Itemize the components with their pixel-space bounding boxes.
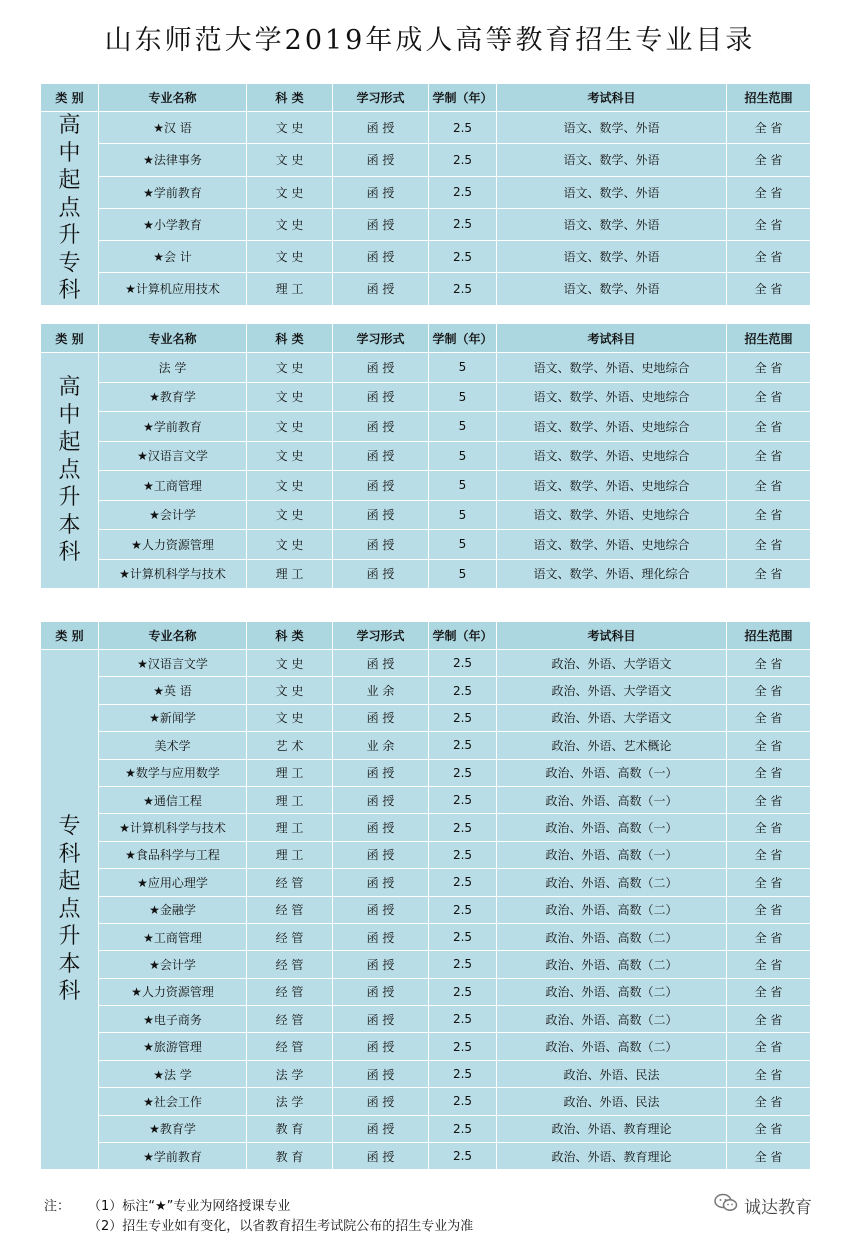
enroll-scope-cell: 全 省 (727, 677, 811, 704)
major-name-cell: ★计算机科学与技术 (99, 559, 247, 589)
study-form-cell: 函 授 (333, 530, 429, 560)
table-row (41, 1088, 811, 1115)
exam-subjects-cell: 语文、数学、外语 (497, 176, 727, 208)
study-form-cell: 函 授 (333, 144, 429, 176)
table-row (41, 896, 811, 923)
study-form-cell: 函 授 (333, 273, 429, 305)
table-row (41, 559, 811, 589)
study-form-cell: 函 授 (333, 382, 429, 412)
duration-cell: 2.5 (429, 704, 497, 731)
enroll-scope-cell: 全 省 (727, 382, 811, 412)
enroll-scope-cell: 全 省 (727, 650, 811, 677)
major-name-cell: ★会计学 (99, 951, 247, 978)
major-name-cell: ★计算机科学与技术 (99, 814, 247, 841)
table-row (41, 650, 811, 677)
exam-subjects-cell: 政治、外语、高数（二） (497, 923, 727, 950)
exam-subjects-cell: 政治、外语、大学语文 (497, 677, 727, 704)
notes (44, 1197, 473, 1237)
header-cell: 科 类 (247, 622, 333, 650)
header-cell: 学制（年） (429, 622, 497, 650)
exam-subjects-cell: 语文、数学、外语、理化综合 (497, 559, 727, 589)
study-form-cell: 函 授 (333, 869, 429, 896)
major-name-cell: ★汉 语 (99, 112, 247, 144)
subject-type-cell: 经 管 (247, 1033, 333, 1060)
enroll-scope-cell: 全 省 (727, 814, 811, 841)
major-name-cell: ★人力资源管理 (99, 978, 247, 1005)
subject-type-cell: 经 管 (247, 869, 333, 896)
exam-subjects-cell: 语文、数学、外语、史地综合 (497, 530, 727, 560)
enroll-scope-cell: 全 省 (727, 1115, 811, 1142)
header-cell: 考试科目 (497, 324, 727, 353)
table-row (41, 112, 811, 144)
subject-type-cell: 文 史 (247, 176, 333, 208)
exam-subjects-cell: 语文、数学、外语、史地综合 (497, 500, 727, 530)
major-name-cell: ★数学与应用数学 (99, 759, 247, 786)
table-row (41, 677, 811, 704)
table-row (41, 978, 811, 1005)
enroll-scope-cell: 全 省 (727, 441, 811, 471)
category-label: 专 科 起 点 升 本 科 (41, 650, 99, 1170)
major-name-cell: ★法 学 (99, 1060, 247, 1087)
header-cell: 学习形式 (333, 84, 429, 112)
enroll-scope-cell: 全 省 (727, 951, 811, 978)
table-row (41, 353, 811, 383)
study-form-cell: 函 授 (333, 412, 429, 442)
study-form-cell: 函 授 (333, 978, 429, 1005)
header-cell: 考试科目 (497, 84, 727, 112)
exam-subjects-cell: 语文、数学、外语、史地综合 (497, 412, 727, 442)
subject-type-cell: 理 工 (247, 814, 333, 841)
exam-subjects-cell: 政治、外语、高数（一） (497, 786, 727, 813)
exam-subjects-cell: 语文、数学、外语、史地综合 (497, 382, 727, 412)
duration-cell: 2.5 (429, 841, 497, 868)
enroll-scope-cell: 全 省 (727, 208, 811, 240)
exam-subjects-cell: 政治、外语、高数（二） (497, 1033, 727, 1060)
exam-subjects-cell: 语文、数学、外语 (497, 241, 727, 273)
duration-cell: 2.5 (429, 951, 497, 978)
major-name-cell: ★金融学 (99, 896, 247, 923)
subject-type-cell: 经 管 (247, 1006, 333, 1033)
subject-type-cell: 理 工 (247, 759, 333, 786)
enroll-scope-cell: 全 省 (727, 923, 811, 950)
study-form-cell: 函 授 (333, 759, 429, 786)
major-name-cell: ★小学教育 (99, 208, 247, 240)
exam-subjects-cell: 政治、外语、教育理论 (497, 1115, 727, 1142)
study-form-cell: 函 授 (333, 923, 429, 950)
duration-cell: 2.5 (429, 677, 497, 704)
major-name-cell: ★学前教育 (99, 1143, 247, 1170)
subject-type-cell: 教 育 (247, 1143, 333, 1170)
header-cell: 科 类 (247, 84, 333, 112)
table-row (41, 704, 811, 731)
duration-cell: 2.5 (429, 1060, 497, 1087)
subject-type-cell: 文 史 (247, 500, 333, 530)
enroll-scope-cell: 全 省 (727, 273, 811, 305)
table-row (41, 1143, 811, 1170)
study-form-cell: 函 授 (333, 1033, 429, 1060)
exam-subjects-cell: 政治、外语、高数（一） (497, 841, 727, 868)
duration-cell: 2.5 (429, 814, 497, 841)
study-form-cell: 业 余 (333, 732, 429, 759)
duration-cell: 2.5 (429, 1143, 497, 1170)
header-cell: 专业名称 (99, 84, 247, 112)
header-cell: 专业名称 (99, 622, 247, 650)
enroll-scope-cell: 全 省 (727, 353, 811, 383)
major-name-cell: ★汉语言文学 (99, 650, 247, 677)
exam-subjects-cell: 政治、外语、大学语文 (497, 704, 727, 731)
study-form-cell: 函 授 (333, 786, 429, 813)
study-form-cell: 函 授 (333, 1006, 429, 1033)
subject-type-cell: 法 学 (247, 1088, 333, 1115)
subject-type-cell: 法 学 (247, 1060, 333, 1087)
exam-subjects-cell: 政治、外语、艺术概论 (497, 732, 727, 759)
subject-type-cell: 经 管 (247, 978, 333, 1005)
duration-cell: 2.5 (429, 1088, 497, 1115)
study-form-cell: 函 授 (333, 1115, 429, 1142)
table-header-row (41, 84, 811, 112)
duration-cell: 2.5 (429, 978, 497, 1005)
subject-type-cell: 文 史 (247, 382, 333, 412)
exam-subjects-cell: 政治、外语、民法 (497, 1060, 727, 1087)
major-name-cell: ★人力资源管理 (99, 530, 247, 560)
subject-type-cell: 理 工 (247, 841, 333, 868)
duration-cell: 2.5 (429, 176, 497, 208)
exam-subjects-cell: 语文、数学、外语 (497, 208, 727, 240)
major-name-cell: 法 学 (99, 353, 247, 383)
header-cell: 类 别 (41, 622, 99, 650)
subject-type-cell: 经 管 (247, 896, 333, 923)
study-form-cell: 函 授 (333, 441, 429, 471)
subject-type-cell: 文 史 (247, 650, 333, 677)
study-form-cell: 函 授 (333, 353, 429, 383)
enroll-scope-cell: 全 省 (727, 759, 811, 786)
header-cell: 招生范围 (727, 324, 811, 353)
duration-cell: 2.5 (429, 208, 497, 240)
subject-type-cell: 艺 术 (247, 732, 333, 759)
header-cell: 科 类 (247, 324, 333, 353)
table-row (41, 382, 811, 412)
subject-type-cell: 理 工 (247, 786, 333, 813)
exam-subjects-cell: 语文、数学、外语 (497, 112, 727, 144)
duration-cell: 2.5 (429, 923, 497, 950)
duration-cell: 5 (429, 412, 497, 442)
study-form-cell: 函 授 (333, 841, 429, 868)
exam-subjects-cell: 语文、数学、外语 (497, 273, 727, 305)
enroll-scope-cell: 全 省 (727, 1060, 811, 1087)
table-row (41, 1115, 811, 1142)
duration-cell: 2.5 (429, 869, 497, 896)
exam-subjects-cell: 政治、外语、高数（二） (497, 951, 727, 978)
subject-type-cell: 文 史 (247, 353, 333, 383)
table-row (41, 786, 811, 813)
study-form-cell: 函 授 (333, 814, 429, 841)
duration-cell: 2.5 (429, 759, 497, 786)
enroll-scope-cell: 全 省 (727, 1006, 811, 1033)
table-row (41, 759, 811, 786)
table-row (41, 241, 811, 273)
duration-cell: 5 (429, 500, 497, 530)
catalog-table-1 (40, 83, 811, 306)
major-name-cell: ★法律事务 (99, 144, 247, 176)
duration-cell: 5 (429, 441, 497, 471)
table-row (41, 923, 811, 950)
major-name-cell: ★学前教育 (99, 176, 247, 208)
enroll-scope-cell: 全 省 (727, 530, 811, 560)
header-cell: 学习形式 (333, 622, 429, 650)
note-item-1: （1）标注“★”专业为网络授课专业 (88, 1199, 291, 1214)
duration-cell: 2.5 (429, 650, 497, 677)
study-form-cell: 函 授 (333, 1143, 429, 1170)
table-row (41, 176, 811, 208)
exam-subjects-cell: 政治、外语、高数（一） (497, 814, 727, 841)
major-name-cell: ★工商管理 (99, 923, 247, 950)
table-row (41, 1060, 811, 1087)
table-row (41, 951, 811, 978)
enroll-scope-cell: 全 省 (727, 1088, 811, 1115)
enroll-scope-cell: 全 省 (727, 732, 811, 759)
duration-cell: 2.5 (429, 273, 497, 305)
table-row (41, 1006, 811, 1033)
study-form-cell: 函 授 (333, 500, 429, 530)
duration-cell: 2.5 (429, 1033, 497, 1060)
enroll-scope-cell: 全 省 (727, 1033, 811, 1060)
duration-cell: 2.5 (429, 1115, 497, 1142)
exam-subjects-cell: 政治、外语、高数（二） (497, 1006, 727, 1033)
table-row (41, 412, 811, 442)
subject-type-cell: 文 史 (247, 208, 333, 240)
duration-cell: 2.5 (429, 112, 497, 144)
enroll-scope-cell: 全 省 (727, 241, 811, 273)
enroll-scope-cell: 全 省 (727, 176, 811, 208)
duration-cell: 2.5 (429, 896, 497, 923)
header-cell: 专业名称 (99, 324, 247, 353)
header-cell: 学制（年） (429, 324, 497, 353)
table-row (41, 1033, 811, 1060)
duration-cell: 5 (429, 530, 497, 560)
subject-type-cell: 文 史 (247, 144, 333, 176)
enroll-scope-cell: 全 省 (727, 1143, 811, 1170)
duration-cell: 5 (429, 559, 497, 589)
duration-cell: 5 (429, 471, 497, 501)
category-label: 高 中 起 点 升 本 科 (41, 353, 99, 589)
table-row (41, 471, 811, 501)
study-form-cell: 函 授 (333, 176, 429, 208)
exam-subjects-cell: 政治、外语、高数（一） (497, 759, 727, 786)
study-form-cell: 函 授 (333, 208, 429, 240)
exam-subjects-cell: 政治、外语、大学语文 (497, 650, 727, 677)
exam-subjects-cell: 语文、数学、外语、史地综合 (497, 471, 727, 501)
study-form-cell: 函 授 (333, 1060, 429, 1087)
duration-cell: 2.5 (429, 144, 497, 176)
table-row (41, 814, 811, 841)
duration-cell: 2.5 (429, 1006, 497, 1033)
subject-type-cell: 文 史 (247, 241, 333, 273)
enroll-scope-cell: 全 省 (727, 500, 811, 530)
brand-text: 诚达教育 (744, 1198, 812, 1218)
header-cell: 类 别 (41, 84, 99, 112)
enroll-scope-cell: 全 省 (727, 896, 811, 923)
header-cell: 考试科目 (497, 622, 727, 650)
catalog-table-2 (40, 323, 811, 589)
enroll-scope-cell: 全 省 (727, 978, 811, 1005)
major-name-cell: ★教育学 (99, 1115, 247, 1142)
subject-type-cell: 教 育 (247, 1115, 333, 1142)
subject-type-cell: 文 史 (247, 412, 333, 442)
exam-subjects-cell: 语文、数学、外语、史地综合 (497, 441, 727, 471)
enroll-scope-cell: 全 省 (727, 559, 811, 589)
major-name-cell: ★教育学 (99, 382, 247, 412)
exam-subjects-cell: 政治、外语、高数（二） (497, 978, 727, 1005)
major-name-cell: ★旅游管理 (99, 1033, 247, 1060)
duration-cell: 5 (429, 382, 497, 412)
header-cell: 学制（年） (429, 84, 497, 112)
study-form-cell: 函 授 (333, 112, 429, 144)
major-name-cell: ★会计学 (99, 500, 247, 530)
enroll-scope-cell: 全 省 (727, 841, 811, 868)
major-name-cell: 美术学 (99, 732, 247, 759)
subject-type-cell: 理 工 (247, 273, 333, 305)
duration-cell: 2.5 (429, 732, 497, 759)
header-cell: 学习形式 (333, 324, 429, 353)
study-form-cell: 函 授 (333, 896, 429, 923)
study-form-cell: 函 授 (333, 559, 429, 589)
major-name-cell: ★英 语 (99, 677, 247, 704)
table-row (41, 500, 811, 530)
major-name-cell: ★新闻学 (99, 704, 247, 731)
major-name-cell: ★社会工作 (99, 1088, 247, 1115)
page-title: 山东师范大学2019年成人高等教育招生专业目录 (104, 25, 756, 56)
major-name-cell: ★通信工程 (99, 786, 247, 813)
enroll-scope-cell: 全 省 (727, 704, 811, 731)
header-cell: 招生范围 (727, 622, 811, 650)
header-cell: 招生范围 (727, 84, 811, 112)
study-form-cell: 函 授 (333, 704, 429, 731)
table-row (41, 530, 811, 560)
notes-label: 注： (44, 1199, 71, 1214)
exam-subjects-cell: 语文、数学、外语、史地综合 (497, 353, 727, 383)
duration-cell: 5 (429, 353, 497, 383)
duration-cell: 2.5 (429, 241, 497, 273)
catalog-table-3 (40, 621, 811, 1170)
study-form-cell: 函 授 (333, 650, 429, 677)
exam-subjects-cell: 政治、外语、高数（二） (497, 896, 727, 923)
subject-type-cell: 文 史 (247, 704, 333, 731)
subject-type-cell: 经 管 (247, 923, 333, 950)
brand-watermark (714, 1193, 812, 1218)
table-row (41, 441, 811, 471)
subject-type-cell: 文 史 (247, 441, 333, 471)
major-name-cell: ★计算机应用技术 (99, 273, 247, 305)
study-form-cell: 函 授 (333, 471, 429, 501)
enroll-scope-cell: 全 省 (727, 786, 811, 813)
exam-subjects-cell: 政治、外语、高数（二） (497, 869, 727, 896)
note-item-2: （2）招生专业如有变化，以省教育招生考试院公布的招生专业为准 (88, 1219, 474, 1234)
study-form-cell: 函 授 (333, 1088, 429, 1115)
subject-type-cell: 文 史 (247, 471, 333, 501)
enroll-scope-cell: 全 省 (727, 471, 811, 501)
table-row (41, 869, 811, 896)
wechat-icon (714, 1193, 738, 1218)
table-row (41, 732, 811, 759)
table-header-row (41, 324, 811, 353)
study-form-cell: 函 授 (333, 241, 429, 273)
table-row (41, 208, 811, 240)
major-name-cell: ★会 计 (99, 241, 247, 273)
enroll-scope-cell: 全 省 (727, 869, 811, 896)
category-label: 高 中 起 点 升 专 科 (41, 112, 99, 306)
exam-subjects-cell: 语文、数学、外语 (497, 144, 727, 176)
major-name-cell: ★食品科学与工程 (99, 841, 247, 868)
exam-subjects-cell: 政治、外语、民法 (497, 1088, 727, 1115)
duration-cell: 2.5 (429, 786, 497, 813)
table-row (41, 841, 811, 868)
exam-subjects-cell: 政治、外语、教育理论 (497, 1143, 727, 1170)
study-form-cell: 业 余 (333, 677, 429, 704)
subject-type-cell: 文 史 (247, 677, 333, 704)
header-cell: 类 别 (41, 324, 99, 353)
subject-type-cell: 文 史 (247, 112, 333, 144)
table-header-row (41, 622, 811, 650)
major-name-cell: ★电子商务 (99, 1006, 247, 1033)
table-row (41, 273, 811, 305)
major-name-cell: ★学前教育 (99, 412, 247, 442)
subject-type-cell: 文 史 (247, 530, 333, 560)
enroll-scope-cell: 全 省 (727, 412, 811, 442)
table-row (41, 144, 811, 176)
enroll-scope-cell: 全 省 (727, 112, 811, 144)
major-name-cell: ★汉语言文学 (99, 441, 247, 471)
enroll-scope-cell: 全 省 (727, 144, 811, 176)
study-form-cell: 函 授 (333, 951, 429, 978)
subject-type-cell: 经 管 (247, 951, 333, 978)
major-name-cell: ★应用心理学 (99, 869, 247, 896)
subject-type-cell: 理 工 (247, 559, 333, 589)
major-name-cell: ★工商管理 (99, 471, 247, 501)
